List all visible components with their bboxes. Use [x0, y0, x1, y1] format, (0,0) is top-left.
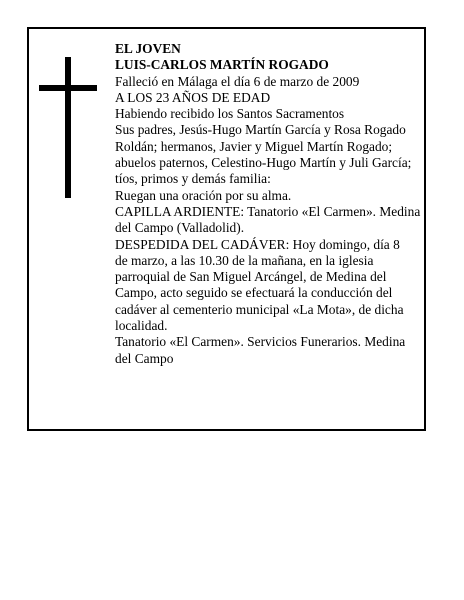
body-line: cadáver al cementerio municipal «La Mota», de dicha — [115, 301, 404, 317]
body-line: abuelos paternos, Celestino-Hugo Martín y Juli García; — [115, 155, 412, 171]
death-statement: Falleció en Málaga el día 6 de marzo de 2009 — [115, 73, 360, 89]
body-line: Tanatorio «El Carmen». Servicios Funerarios. Medina — [115, 334, 406, 350]
body-line: parroquial de San Miguel Arcángel, de Medina del — [115, 269, 387, 285]
notice-heading: EL JOVEN — [115, 41, 181, 56]
body-line: Sus padres, Jesús-Hugo Martín García y Rosa Rogado — [115, 122, 406, 138]
body-line: del Campo — [115, 350, 174, 366]
body-line: DESPEDIDA DEL CADÁVER: Hoy domingo, día 8 — [115, 236, 400, 252]
body-line: localidad. — [115, 318, 168, 334]
cross-horizontal-bar — [39, 85, 97, 91]
body-line: CAPILLA ARDIENTE: Tanatorio «El Carmen». Medina — [115, 203, 421, 219]
deceased-name: LUIS-CARLOS MARTÍN ROGADO — [115, 57, 329, 73]
body-line: Ruegan una oración por su alma. — [115, 187, 292, 203]
body-line: tíos, primos y demás familia: — [115, 171, 271, 187]
cross-vertical-bar — [65, 57, 71, 198]
obituary-notice — [27, 27, 426, 431]
notice-text — [115, 41, 429, 367]
body-line: Campo, acto seguido se efectuará la conducción del — [115, 285, 393, 301]
body-line: de marzo, a las 10.30 de la mañana, en la iglesia — [115, 252, 374, 268]
body-line: Habiendo recibido los Santos Sacramentos — [115, 106, 345, 122]
age-statement: A LOS 23 AÑOS DE EDAD — [115, 89, 271, 105]
body-line: del Campo (Valladolid). — [115, 220, 245, 236]
body-line: Roldán; hermanos, Javier y Miguel Martín Rogado; — [115, 138, 393, 154]
